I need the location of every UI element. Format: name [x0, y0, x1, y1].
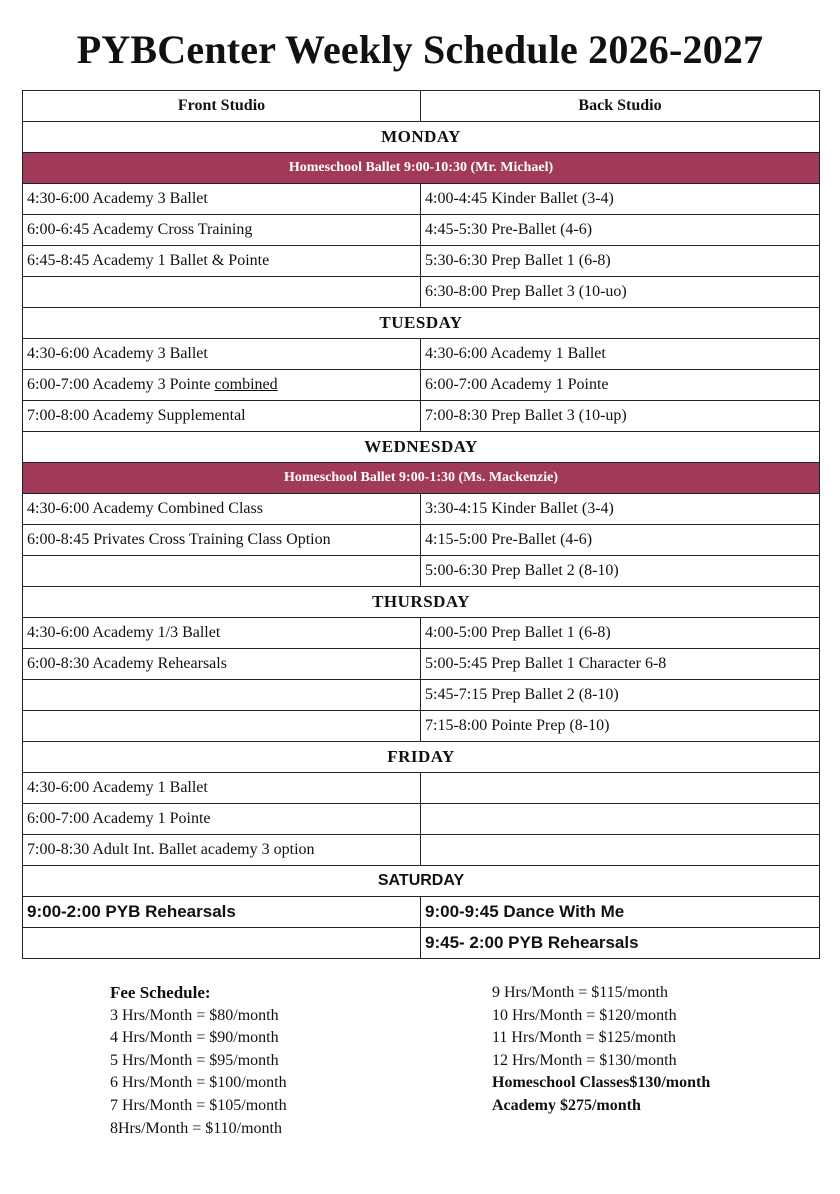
front-cell: [23, 928, 421, 959]
back-cell: 4:30-6:00 Academy 1 Ballet: [421, 339, 820, 370]
back-cell: 5:00-5:45 Prep Ballet 1 Character 6-8: [421, 649, 820, 680]
table-row: [23, 370, 820, 401]
day-label: MONDAY: [23, 122, 820, 153]
day-label: THURSDAY: [23, 587, 820, 618]
table-header-row: [23, 91, 820, 122]
front-cell: [23, 277, 421, 308]
table-row: [23, 897, 820, 928]
back-cell: 9:45- 2:00 PYB Rehearsals: [421, 928, 820, 959]
back-cell: 4:45-5:30 Pre-Ballet (4-6): [421, 215, 820, 246]
homeschool-banner-wednesday: [23, 463, 820, 494]
fee-item: 7 Hrs/Month = $105/month: [110, 1096, 287, 1114]
fee-item: 10 Hrs/Month = $120/month: [492, 1006, 677, 1024]
fee-item: 4 Hrs/Month = $90/month: [110, 1029, 279, 1047]
back-cell: 7:15-8:00 Pointe Prep (8-10): [421, 711, 820, 742]
front-cell: 4:30-6:00 Academy 1 Ballet: [23, 773, 421, 804]
back-cell: 3:30-4:15 Kinder Ballet (3-4): [421, 494, 820, 525]
front-cell: 9:00-2:00 PYB Rehearsals: [23, 897, 421, 928]
front-cell: [23, 711, 421, 742]
back-cell: 4:00-4:45 Kinder Ballet (3-4): [421, 184, 820, 215]
front-cell: 6:45-8:45 Academy 1 Ballet & Pointe: [23, 246, 421, 277]
table-row: [23, 401, 820, 432]
back-studio-header: Back Studio: [421, 91, 820, 122]
fee-item: 9 Hrs/Month = $115/month: [492, 984, 668, 1001]
back-cell: 4:00-5:00 Prep Ballet 1 (6-8): [421, 618, 820, 649]
page-title: PYBCenter Weekly Schedule 2026-2027: [76, 27, 764, 72]
day-row-tuesday: [23, 308, 820, 339]
table-row: [23, 773, 820, 804]
table-row: [23, 680, 820, 711]
back-cell: 6:30-8:00 Prep Ballet 3 (10-uo): [421, 277, 820, 308]
table-row: [23, 339, 820, 370]
front-cell: 4:30-6:00 Academy 3 Ballet: [23, 339, 421, 370]
day-row-monday: [23, 122, 820, 153]
back-cell: [421, 804, 820, 835]
front-cell: 6:00-6:45 Academy Cross Training: [23, 215, 421, 246]
back-cell: [421, 773, 820, 804]
back-cell: [421, 835, 820, 866]
front-cell: 4:30-6:00 Academy 3 Ballet: [23, 184, 421, 215]
fee-item: 3 Hrs/Month = $80/month: [110, 1006, 279, 1024]
day-row-wednesday: [23, 432, 820, 463]
front-cell: 7:00-8:00 Academy Supplemental: [23, 401, 421, 432]
table-row: [23, 494, 820, 525]
table-row: [23, 215, 820, 246]
day-row-friday: [23, 742, 820, 773]
back-cell: 6:00-7:00 Academy 1 Pointe: [421, 370, 820, 401]
fee-item: 8Hrs/Month = $110/month: [110, 1119, 282, 1137]
front-cell-text: 6:00-7:00 Academy 3 Pointe: [27, 376, 215, 393]
table-row: [23, 277, 820, 308]
schedule-table: [22, 90, 820, 959]
back-cell: 4:15-5:00 Pre-Ballet (4-6): [421, 525, 820, 556]
fee-item: 6 Hrs/Month = $100/month: [110, 1074, 287, 1092]
table-row: [23, 525, 820, 556]
day-row-thursday: [23, 587, 820, 618]
table-row: [23, 246, 820, 277]
front-cell: 6:00-8:30 Academy Rehearsals: [23, 649, 421, 680]
front-cell: [23, 680, 421, 711]
table-row: [23, 184, 820, 215]
back-cell: 7:00-8:30 Prep Ballet 3 (10-up): [421, 401, 820, 432]
fee-item: 5 Hrs/Month = $95/month: [110, 1051, 279, 1069]
combined-underlined-text: combined: [214, 376, 278, 393]
table-row: [23, 711, 820, 742]
front-cell: 7:00-8:30 Adult Int. Ballet academy 3 option: [23, 835, 421, 866]
homeschool-banner-monday: [23, 153, 820, 184]
table-row: [23, 649, 820, 680]
table-row: [23, 835, 820, 866]
table-row: [23, 804, 820, 835]
homeschool-fee: Homeschool Classes$130/month: [492, 1074, 711, 1092]
front-cell: 4:30-6:00 Academy 1/3 Ballet: [23, 618, 421, 649]
front-cell: 6:00-8:45 Privates Cross Training Class Option: [23, 525, 421, 556]
back-cell: 5:45-7:15 Prep Ballet 2 (8-10): [421, 680, 820, 711]
day-row-saturday: [23, 866, 820, 897]
fee-item: 12 Hrs/Month = $130/month: [492, 1051, 677, 1069]
front-studio-header: Front Studio: [23, 91, 421, 122]
table-row: [23, 928, 820, 959]
front-cell: [23, 370, 421, 401]
back-cell: 5:30-6:30 Prep Ballet 1 (6-8): [421, 246, 820, 277]
academy-fee: Academy $275/month: [492, 1096, 641, 1114]
day-label: FRIDAY: [23, 742, 820, 773]
front-cell: 4:30-6:00 Academy Combined Class: [23, 494, 421, 525]
fee-schedule-right: [492, 982, 710, 1118]
fee-schedule-title: Fee Schedule:: [110, 983, 211, 1002]
day-label: SATURDAY: [23, 866, 820, 897]
back-cell: 9:00-9:45 Dance With Me: [421, 897, 820, 928]
banner-text: Homeschool Ballet 9:00-10:30 (Mr. Michael): [23, 153, 820, 184]
day-label: WEDNESDAY: [23, 432, 820, 463]
table-row: [23, 618, 820, 649]
fee-item: 11 Hrs/Month = $125/month: [492, 1029, 676, 1047]
day-label: TUESDAY: [23, 308, 820, 339]
back-cell: 5:00-6:30 Prep Ballet 2 (8-10): [421, 556, 820, 587]
table-row: [23, 556, 820, 587]
front-cell: 6:00-7:00 Academy 1 Pointe: [23, 804, 421, 835]
front-cell: [23, 556, 421, 587]
fee-schedule-left: [110, 982, 287, 1140]
banner-text: Homeschool Ballet 9:00-1:30 (Ms. Mackenzie): [23, 463, 820, 494]
